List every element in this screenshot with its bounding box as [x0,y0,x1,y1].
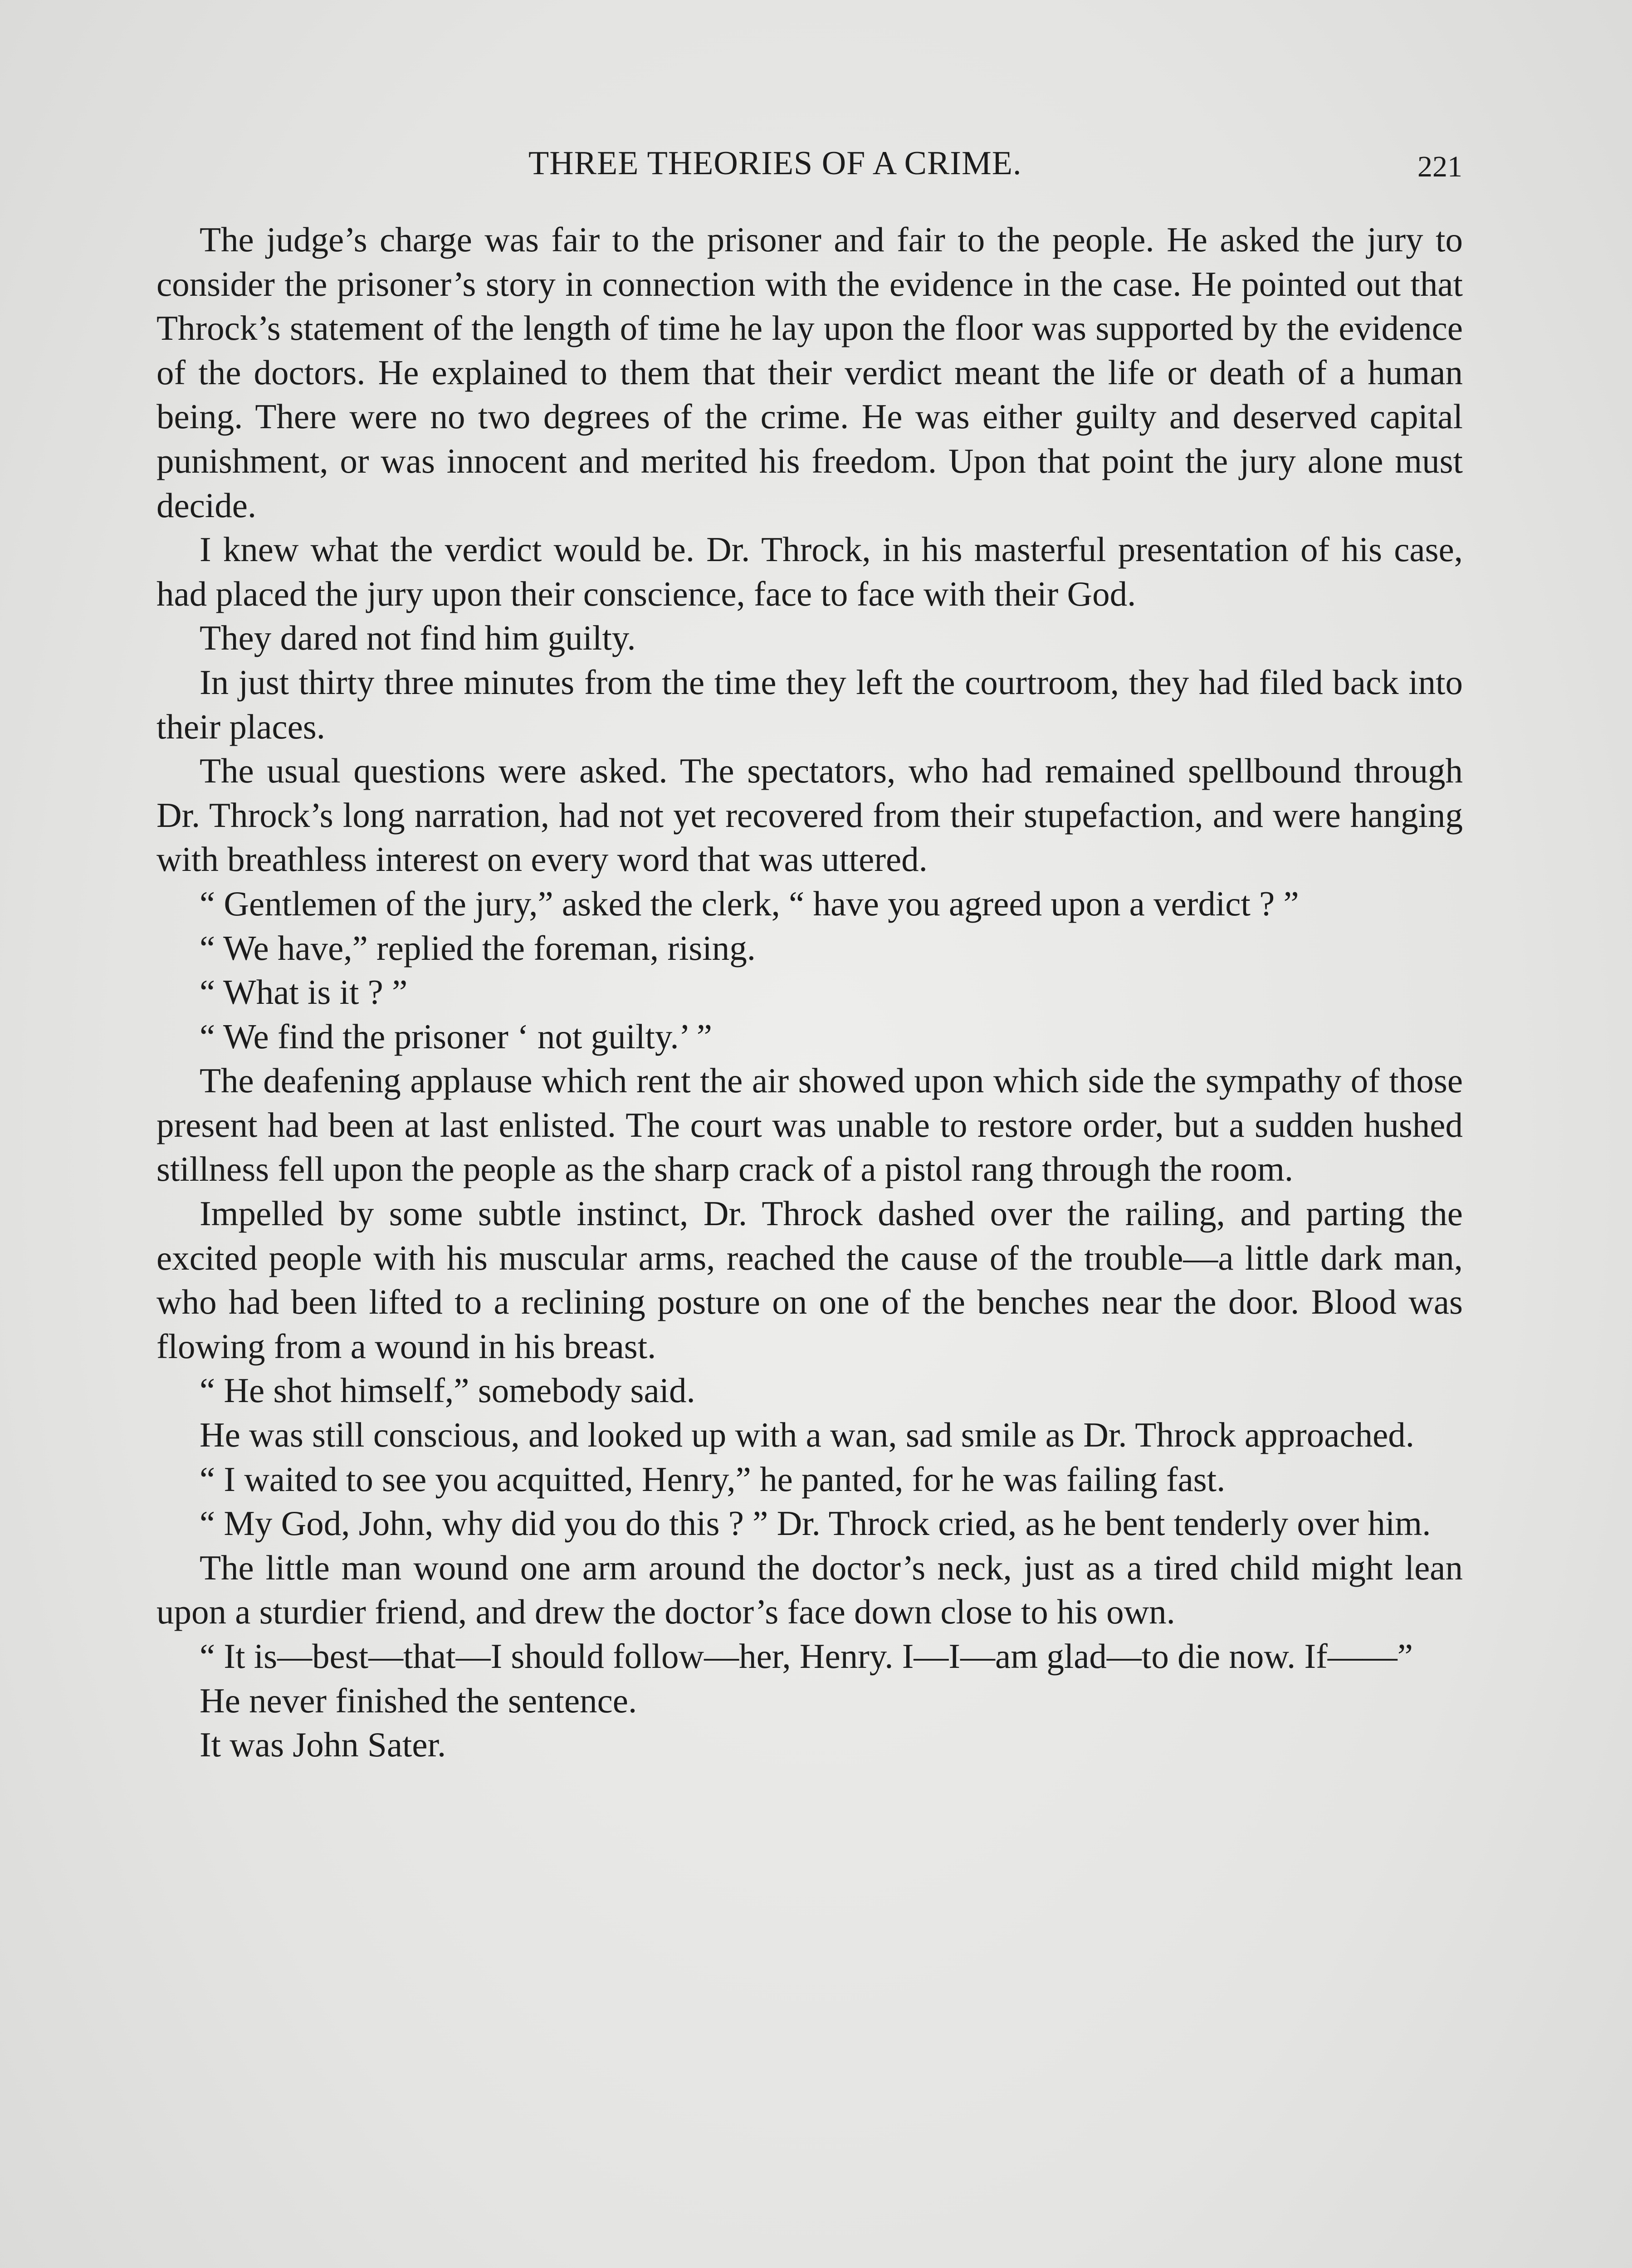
paragraph: “ What is it ? ” [200,973,408,1012]
paragraph: The deafening applause which rent the air showed upon which side the sympathy of those present had been at last enlisted. The court was unable to restore order, but a sudden hushed stillness fell upon the people as the sharp crack of a pistol rang through the room. [156,1061,1463,1189]
paragraph: “ It is—best—that—I should follow—her, Henry. I—I—am glad—to die now. If——” [200,1637,1413,1676]
paragraph: “ We find the prisoner ‘ not guilty.’ ” [200,1017,712,1056]
running-title: THREE THEORIES OF A CRIME. [528,145,1022,182]
paragraph: He was still conscious, and looked up with a wan, sad smile as Dr. Throck approached. [200,1415,1415,1455]
paragraph: “ I waited to see you acquitted, Henry,” he panted, for he was failing fast. [200,1459,1226,1499]
paragraph: The little man wound one arm around the doctor’s neck, just as a tired child might lean upon a sturdier friend, and drew the doctor’s face down close to his own. [156,1548,1463,1632]
paragraph: It was John Sater. [200,1725,446,1765]
paragraph: The usual questions were asked. The spectators, who had remained spellbound through Dr. Throck’s long narration, had not yet recovered from their stupefaction, and were hanging with breathless interest on every word that was uttered. [156,751,1463,879]
paragraph: The judge’s charge was fair to the prisoner and fair to the people. He asked the jury to consider the prisoner’s story in connection with the evidence in the case. He pointed out that Throck’s statement of the length of time he lay upon the floor was supported by the evidence of the doctors. He explained to them that their verdict meant the life or death of a human being. There were no two degrees of the crime. He was either guilty and deserved capital punishment, or was innocent and merited his freedom. Upon that point the jury alone must decide. [156,220,1463,525]
paragraph: They dared not find him guilty. [200,618,636,658]
paragraph: I knew what the verdict would be. Dr. Throck, in his masterful presentation of his case, had placed the jury upon their conscience, face to face with their God. [156,530,1463,613]
paragraph: “ My God, John, why did you do this ? ” Dr. Throck cried, as he bent tenderly over him. [200,1504,1431,1543]
paragraph: In just thirty three minutes from the time they left the courtroom, they had filed back into their places. [156,662,1463,746]
paragraph: “ Gentlemen of the jury,” asked the clerk, “ have you agreed upon a verdict ? ” [200,884,1299,923]
paragraph: “ We have,” replied the foreman, rising. [200,928,756,968]
paragraph: He never finished the sentence. [200,1681,637,1720]
page-number: 221 [1417,150,1462,183]
paragraph: “ He shot himself,” somebody said. [200,1371,695,1410]
page-header [0,144,1632,194]
paragraph: Impelled by some subtle instinct, Dr. Throck dashed over the railing, and parting the excited people with his muscular arms, reached the cause of the trouble—a little dark man, who had been lifted to a reclining posture on one of the benches near the door. Blood was flowing from a wound in his breast. [156,1194,1463,1366]
story-text [156,218,1463,1767]
